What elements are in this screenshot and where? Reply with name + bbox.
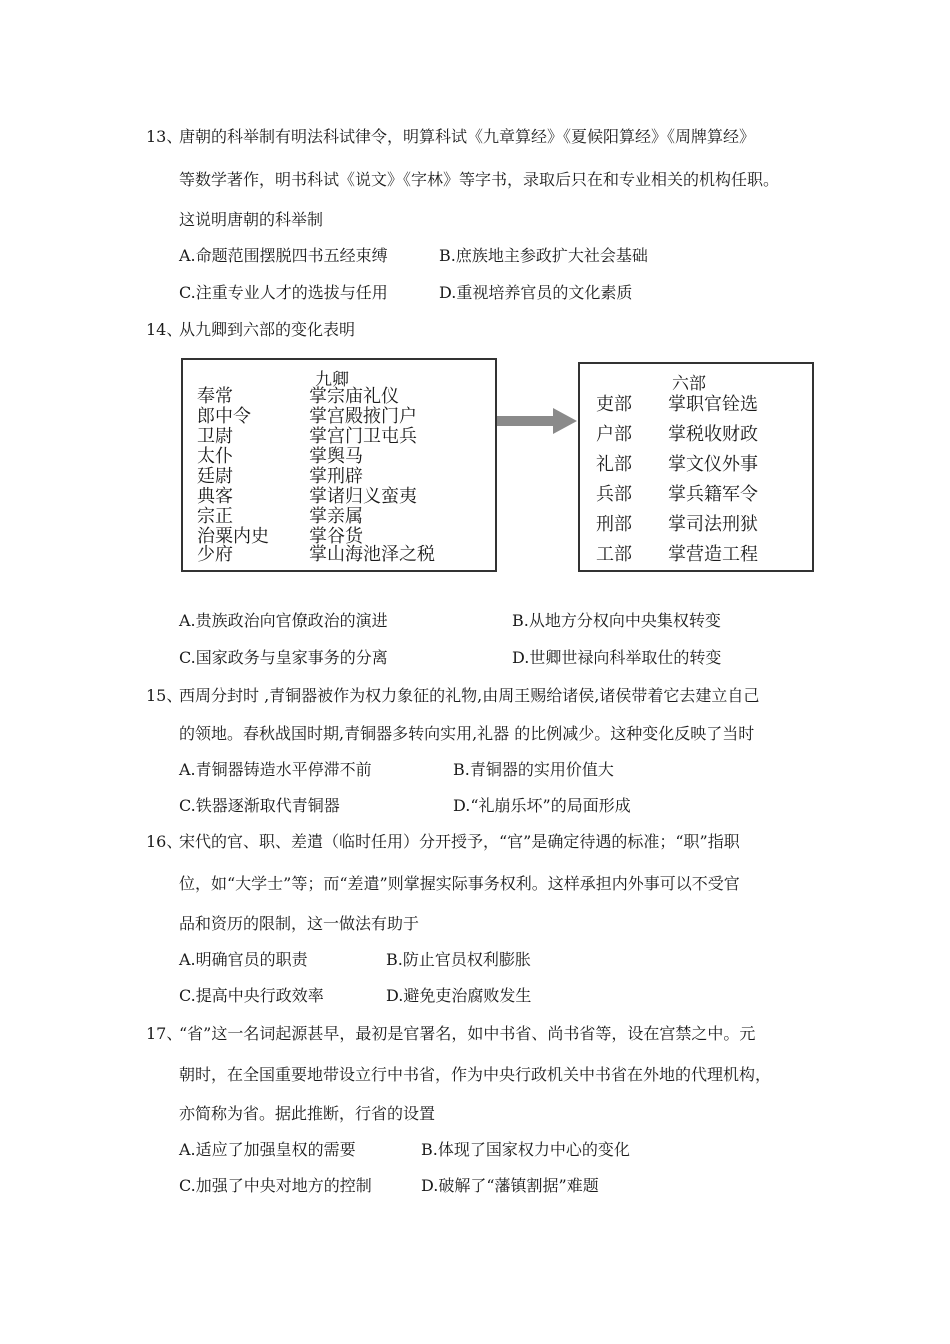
question-13-option-b[interactable]: B.庶族地主参政扩大社会基础: [439, 246, 648, 265]
six-ministries-name-1: 吏部: [596, 394, 632, 415]
question-17-number: 17、: [146, 1024, 183, 1043]
nine-ministers-name-8: 治粟内史: [197, 526, 269, 547]
question-16-option-d[interactable]: D.避免吏治腐败发生: [386, 986, 532, 1005]
question-16-option-b[interactable]: B.防止官员权利膨胀: [386, 950, 531, 969]
question-13-line-3: 这说明唐朝的科举制: [179, 210, 324, 229]
six-ministries-name-5: 刑部: [596, 514, 632, 535]
question-17-line-1: “省”这一名词起源甚早，最初是官署名，如中书省、尚书省等，设在宫禁之中。元: [179, 1024, 756, 1043]
question-17-line-2: 朝时，在全国重要地带设立行中书省，作为中央行政机关中书省在外地的代理机构，: [179, 1065, 772, 1084]
question-16-line-3: 品和资历的限制，这一做法有助于: [179, 914, 420, 933]
nine-ministers-duty-6: 掌诸归义蛮夷: [309, 486, 417, 507]
nine-ministers-name-7: 宗正: [197, 506, 233, 527]
six-ministries-duty-3: 掌文仪外事: [668, 454, 758, 475]
six-ministries-duty-6: 掌营造工程: [668, 544, 758, 565]
question-17-option-c[interactable]: C.加强了中央对地方的控制: [179, 1176, 372, 1195]
nine-ministers-name-5: 廷尉: [197, 466, 233, 487]
question-14-option-c[interactable]: C.国家政务与皇家事务的分离: [179, 648, 388, 667]
question-15-number: 15、: [146, 686, 183, 705]
question-16-line-2: 位，如“大学士”等；而“差遣”则掌握实际事务权利。这样承担内外事可以不受官: [179, 874, 740, 893]
nine-ministers-title: 九卿: [315, 370, 349, 390]
six-ministries-duty-1: 掌职官铨选: [668, 394, 758, 415]
question-13-option-a[interactable]: A.命题范围摆脱四书五经束缚: [179, 246, 388, 265]
question-16-number: 16、: [146, 832, 183, 851]
question-15-option-a[interactable]: A.青铜器铸造水平停滞不前: [179, 760, 372, 779]
six-ministries-name-4: 兵部: [596, 484, 632, 505]
nine-ministers-duty-2: 掌宫殿掖门户: [309, 406, 417, 427]
six-ministries-duty-5: 掌司法刑狱: [668, 514, 758, 535]
question-15-option-d[interactable]: D.“礼崩乐坏”的局面形成: [453, 796, 631, 815]
six-ministries-name-3: 礼部: [596, 454, 632, 475]
question-16-option-c[interactable]: C.提高中央行政效率: [179, 986, 324, 1005]
question-17-option-a[interactable]: A.适应了加强皇权的需要: [179, 1140, 356, 1159]
question-14-option-b[interactable]: B.从地方分权向中央集权转变: [512, 611, 721, 630]
question-15-option-c[interactable]: C.铁器逐渐取代青铜器: [179, 796, 340, 815]
question-15-option-b[interactable]: B.青铜器的实用价值大: [453, 760, 614, 779]
nine-ministers-name-6: 典客: [197, 486, 233, 507]
question-13-number: 13、: [146, 127, 183, 146]
question-14-line-1: 从九卿到六部的变化表明: [179, 320, 356, 339]
nine-ministers-name-2: 郎中令: [197, 406, 251, 427]
question-15-line-2: 的领地。春秋战国时期,青铜器多转向实用,礼器 的比例减少。这种变化反映了当时: [179, 724, 755, 743]
question-17-option-d[interactable]: D.破解了“藩镇割据”难题: [421, 1176, 599, 1195]
question-14-option-d[interactable]: D.世卿世禄向科举取仕的转变: [512, 648, 722, 667]
question-17-option-b[interactable]: B.体现了国家权力中心的变化: [421, 1140, 630, 1159]
question-16-option-a[interactable]: A.明确官员的职责: [179, 950, 308, 969]
nine-ministers-name-3: 卫尉: [197, 426, 233, 447]
question-13-option-d[interactable]: D.重视培养官员的文化素质: [439, 283, 633, 302]
question-14-number: 14、: [146, 320, 183, 339]
question-16-line-1: 宋代的官、职、差遣（临时任用）分开授予，“官”是确定待遇的标准；“职”指职: [179, 832, 740, 851]
six-ministries-name-6: 工部: [596, 544, 632, 565]
nine-ministers-duty-5: 掌刑辟: [309, 466, 363, 487]
six-ministries-box: [578, 362, 814, 572]
question-15-line-1: 西周分封时 ,青铜器被作为权力象征的礼物,由周王赐给诸侯,诸侯带着它去建立自己: [179, 686, 760, 705]
question-13-option-c[interactable]: C.注重专业人才的选拔与任用: [179, 283, 388, 302]
six-ministries-name-2: 户部: [596, 424, 632, 445]
nine-ministers-box: [181, 358, 497, 572]
question-17-line-3: 亦简称为省。据此推断，行省的设置: [179, 1104, 436, 1123]
nine-ministers-duty-3: 掌宫门卫屯兵: [309, 426, 417, 447]
question-14-option-a[interactable]: A.贵族政治向官僚政治的演进: [179, 611, 388, 630]
nine-ministers-name-1: 奉常: [197, 386, 233, 407]
nine-ministers-name-4: 太仆: [197, 446, 233, 467]
nine-ministers-duty-8: 掌谷货: [309, 526, 363, 547]
nine-ministers-duty-9: 掌山海池泽之税: [309, 544, 435, 565]
six-ministries-title: 六部: [672, 374, 706, 394]
right-arrow-icon: [497, 406, 579, 436]
question-13-line-2: 等数学著作，明书科试《说文》《字林》等字书，录取后只在和专业相关的机构任职。: [179, 170, 780, 189]
six-ministries-duty-4: 掌兵籍军令: [668, 484, 758, 505]
nine-ministers-duty-7: 掌亲属: [309, 506, 363, 527]
nine-ministers-duty-1: 掌宗庙礼仪: [309, 386, 399, 407]
nine-ministers-name-9: 少府: [197, 544, 233, 565]
question-13-line-1: 唐朝的科举制有明法科试律令，明算科试《九章算经》《夏候阳算经》《周牌算经》: [179, 127, 756, 146]
nine-ministers-duty-4: 掌舆马: [309, 446, 363, 467]
six-ministries-duty-2: 掌税收财政: [668, 424, 758, 445]
